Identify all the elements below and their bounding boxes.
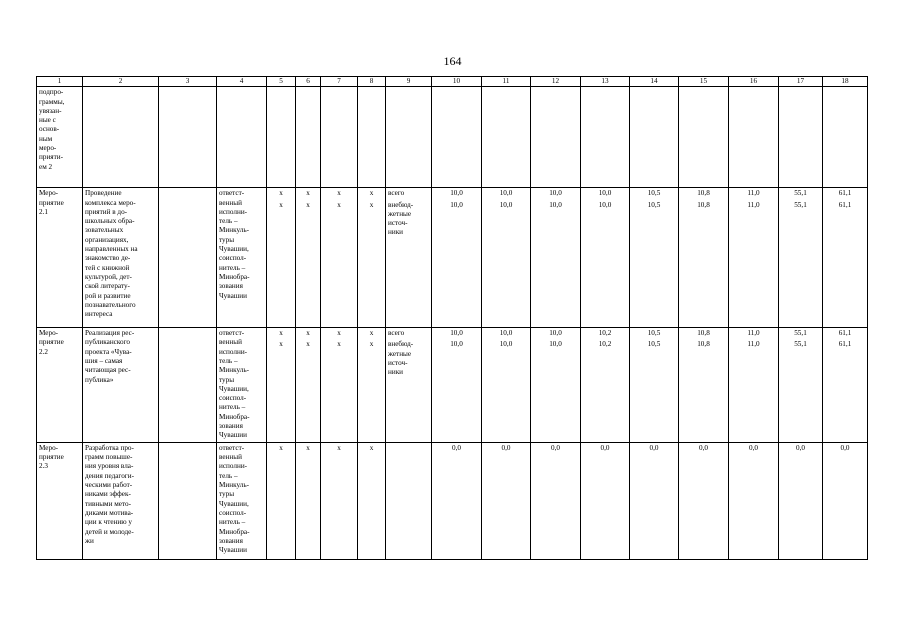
amount-cell: 10,0 bbox=[432, 339, 482, 442]
header-cell: 5 bbox=[267, 77, 296, 87]
header-cell: 1 bbox=[37, 77, 83, 87]
header-cell: 2 bbox=[83, 77, 159, 87]
measure-executor: ответст- венный исполни- тель – Минкуль- туры Чувашии, соиспол- нитель – Минобра- зования Чувашии bbox=[217, 442, 267, 559]
funding-source bbox=[386, 442, 432, 559]
measure-code: Меро- приятие 2.2 bbox=[37, 328, 83, 443]
amount-cell: 55,1 bbox=[779, 339, 823, 442]
amount-cell: 0,0 bbox=[779, 442, 823, 559]
code-cell: х bbox=[358, 328, 386, 340]
code-cell: х bbox=[267, 200, 296, 328]
header-cell: 17 bbox=[779, 77, 823, 87]
amount-cell: 61,1 bbox=[823, 200, 868, 328]
amount-cell: 55,1 bbox=[779, 200, 823, 328]
measure-row bbox=[37, 328, 868, 340]
amount-cell: 10,8 bbox=[679, 328, 729, 340]
amount-cell: 10,0 bbox=[581, 188, 630, 200]
measure-name: Проведение комплекса меро- приятий в до- школьных обра- зовательных организациях, направленных на знакомство де- тей с книжной культурой, дет- ской литерату- рой и развитие познавательного интереса bbox=[83, 188, 159, 328]
header-cell: 10 bbox=[432, 77, 482, 87]
code-cell: х bbox=[321, 200, 358, 328]
amount-cell: 10,2 bbox=[581, 328, 630, 340]
amount-cell: 10,5 bbox=[630, 188, 679, 200]
measure-name: Реализация рес- публиканского проекта «Чува- шия – самая читающая рес- публика» bbox=[83, 328, 159, 443]
amount-cell: 10,0 bbox=[581, 200, 630, 328]
amount-cell: 10,0 bbox=[432, 188, 482, 200]
code-cell: х bbox=[267, 339, 296, 442]
code-cell: х bbox=[296, 339, 321, 442]
measure-row bbox=[37, 442, 868, 559]
amount-cell: 10,2 bbox=[581, 339, 630, 442]
measure-col3 bbox=[159, 442, 217, 559]
measure-executor: ответст- венный исполни- тель – Минкуль- туры Чувашии, соиспол- нитель – Минобра- зования Чувашии bbox=[217, 188, 267, 328]
measure-executor: ответст- венный исполни- тель – Минкуль- туры Чувашии, соиспол- нитель – Минобра- зования Чувашии bbox=[217, 328, 267, 443]
code-cell: х bbox=[358, 188, 386, 200]
amount-cell: 0,0 bbox=[630, 442, 679, 559]
header-cell: 6 bbox=[296, 77, 321, 87]
amount-cell: 10,0 bbox=[432, 328, 482, 340]
header-cell: 18 bbox=[823, 77, 868, 87]
funding-source: внебюд- жетные источ- ники bbox=[386, 339, 432, 442]
code-cell: х bbox=[296, 442, 321, 559]
code-cell: х bbox=[358, 200, 386, 328]
amount-cell: 0,0 bbox=[823, 442, 868, 559]
funding-source: всего bbox=[386, 328, 432, 340]
amount-cell: 10,8 bbox=[679, 188, 729, 200]
header-row bbox=[37, 77, 868, 87]
header-cell: 8 bbox=[358, 77, 386, 87]
amount-cell: 10,0 bbox=[531, 339, 581, 442]
code-cell: х bbox=[321, 339, 358, 442]
funding-source: внебюд- жетные источ- ники bbox=[386, 200, 432, 328]
amount-cell: 10,0 bbox=[531, 188, 581, 200]
amount-cell: 10,5 bbox=[630, 328, 679, 340]
header-cell: 7 bbox=[321, 77, 358, 87]
code-cell: х bbox=[267, 188, 296, 200]
amount-cell: 0,0 bbox=[679, 442, 729, 559]
amount-cell: 0,0 bbox=[729, 442, 779, 559]
amount-cell: 10,0 bbox=[531, 200, 581, 328]
code-cell: х bbox=[321, 328, 358, 340]
code-cell: х bbox=[267, 442, 296, 559]
amount-cell: 0,0 bbox=[581, 442, 630, 559]
amount-cell: 0,0 bbox=[482, 442, 531, 559]
amount-cell: 10,5 bbox=[630, 339, 679, 442]
amount-cell: 55,1 bbox=[779, 328, 823, 340]
header-cell: 3 bbox=[159, 77, 217, 87]
measure-col3 bbox=[159, 328, 217, 443]
code-cell: х bbox=[321, 188, 358, 200]
funding-source: всего bbox=[386, 188, 432, 200]
header-cell: 15 bbox=[679, 77, 729, 87]
amount-cell: 10,0 bbox=[482, 328, 531, 340]
continuation-row bbox=[37, 87, 868, 188]
header-cell: 16 bbox=[729, 77, 779, 87]
header-cell: 4 bbox=[217, 77, 267, 87]
measure-row bbox=[37, 188, 868, 200]
measure-code: Меро- приятие 2.3 bbox=[37, 442, 83, 559]
amount-cell: 11,0 bbox=[729, 328, 779, 340]
measure-code: Меро- приятие 2.1 bbox=[37, 188, 83, 328]
code-cell: х bbox=[321, 442, 358, 559]
amount-cell: 10,0 bbox=[482, 339, 531, 442]
code-cell: х bbox=[358, 442, 386, 559]
amount-cell: 11,0 bbox=[729, 200, 779, 328]
header-cell: 11 bbox=[482, 77, 531, 87]
amount-cell: 61,1 bbox=[823, 188, 868, 200]
header-cell: 12 bbox=[531, 77, 581, 87]
header-cell: 14 bbox=[630, 77, 679, 87]
code-cell: х bbox=[267, 328, 296, 340]
subprogram-continuation: подпро- граммы, увязан- ные с основ- ным меро- прияти- ем 2 bbox=[37, 87, 83, 188]
amount-cell: 10,0 bbox=[531, 328, 581, 340]
amount-cell: 10,5 bbox=[630, 200, 679, 328]
amount-cell: 61,1 bbox=[823, 339, 868, 442]
code-cell: х bbox=[358, 339, 386, 442]
code-cell: х bbox=[296, 188, 321, 200]
amount-cell: 0,0 bbox=[531, 442, 581, 559]
header-cell: 9 bbox=[386, 77, 432, 87]
amount-cell: 61,1 bbox=[823, 328, 868, 340]
code-cell: х bbox=[296, 328, 321, 340]
header-cell: 13 bbox=[581, 77, 630, 87]
measure-col3 bbox=[159, 188, 217, 328]
measure-name: Разработка про- грамм повыше- ния уровня вла- дения педагоги- ческими работ- никами эффек- тивными мето- диками мотива- ции к чтению у детей и молоде- жи bbox=[83, 442, 159, 559]
amount-cell: 10,0 bbox=[482, 200, 531, 328]
amount-cell: 10,0 bbox=[482, 188, 531, 200]
amount-cell: 55,1 bbox=[779, 188, 823, 200]
amount-cell: 10,8 bbox=[679, 200, 729, 328]
amount-cell: 11,0 bbox=[729, 188, 779, 200]
budget-table bbox=[36, 76, 868, 560]
amount-cell: 10,0 bbox=[432, 200, 482, 328]
amount-cell: 0,0 bbox=[432, 442, 482, 559]
amount-cell: 11,0 bbox=[729, 339, 779, 442]
amount-cell: 10,8 bbox=[679, 339, 729, 442]
page-number: 164 bbox=[443, 54, 462, 68]
code-cell: х bbox=[296, 200, 321, 328]
